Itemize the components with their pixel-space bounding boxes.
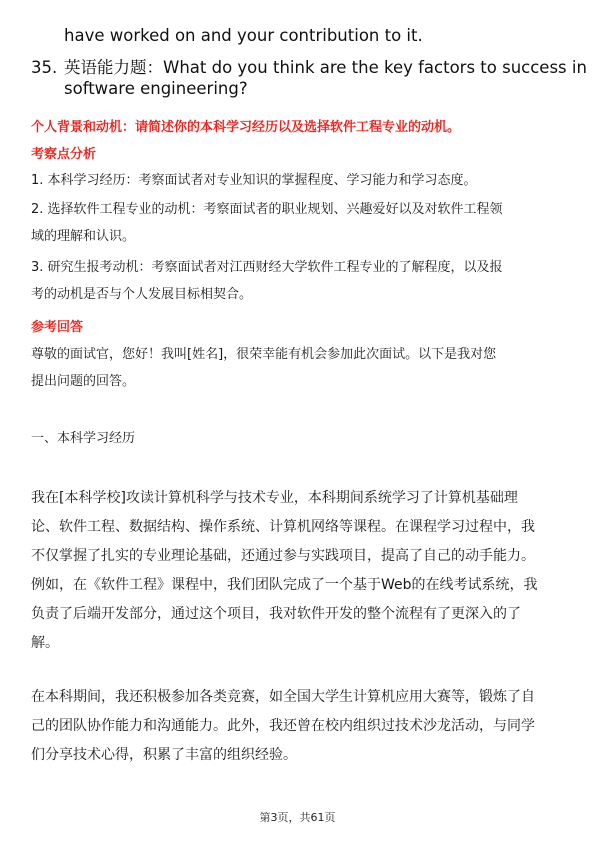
paragraph-line: 不仅掌握了扎实的专业理论基础，还通过参与实践项目，提高了自己的动手能力。: [31, 548, 535, 564]
paragraph-line: 们分享技术心得，积累了丰富的组织经验。: [31, 747, 297, 763]
question-number: 35.: [31, 58, 58, 77]
question-text-line-2: software engineering?: [64, 79, 248, 98]
page-footer: 第3页，共61页: [259, 811, 336, 824]
answer-intro-line: 提出问题的回答。: [31, 374, 136, 389]
section-title: 一、本科学习经历: [31, 431, 136, 446]
answer-intro-line: 尊敬的面试官，您好！我叫[姓名]，很荣幸能有机会参加此次面试。以下是我对您: [31, 347, 497, 362]
paragraph-line: 例如，在《软件工程》课程中，我们团队完成了一个基于Web的在线考试系统，我: [31, 577, 538, 593]
analysis-item: 2. 选择软件工程专业的动机：考察面试者的职业规划、兴趣爱好以及对软件工程领: [31, 202, 503, 217]
paragraph-line: 己的团队协作能力和沟通能力。此外，我还曾在校内组织过技术沙龙活动，与同学: [31, 718, 535, 734]
background-motivation-prompt: 个人背景和动机：请简述你的本科学习经历以及选择软件工程专业的动机。: [31, 120, 461, 135]
question-text-line-1: 英语能力题：What do you think are the key factors to success in: [64, 58, 587, 77]
paragraph-line: 负责了后端开发部分，通过这个项目，我对软件开发的整个流程有了更深入的了: [31, 606, 521, 622]
question-continuation: have worked on and your contribution to it.: [64, 26, 423, 45]
analysis-item: 3. 研究生报考动机：考察面试者对江西财经大学软件工程专业的了解程度，以及报: [31, 260, 503, 275]
analysis-heading: 考察点分析: [31, 147, 97, 162]
paragraph-line: 解。: [31, 635, 59, 651]
paragraph-line: 在本科期间，我还积极参加各类竞赛，如全国大学生计算机应用大赛等，锻炼了自: [31, 689, 535, 705]
analysis-item-continuation: 考的动机是否与个人发展目标相契合。: [31, 287, 253, 302]
analysis-item-continuation: 域的理解和认识。: [31, 229, 136, 244]
analysis-item: 1. 本科学习经历：考察面试者对专业知识的掌握程度、学习能力和学习态度。: [31, 173, 477, 188]
paragraph-line: 论、软件工程、数据结构、操作系统、计算机网络等课程。在课程学习过程中，我: [31, 519, 535, 535]
paragraph-line: 我在[本科学校]攻读计算机科学与技术专业，本科期间系统学习了计算机基础理: [31, 490, 518, 506]
answer-heading: 参考回答: [31, 320, 84, 335]
